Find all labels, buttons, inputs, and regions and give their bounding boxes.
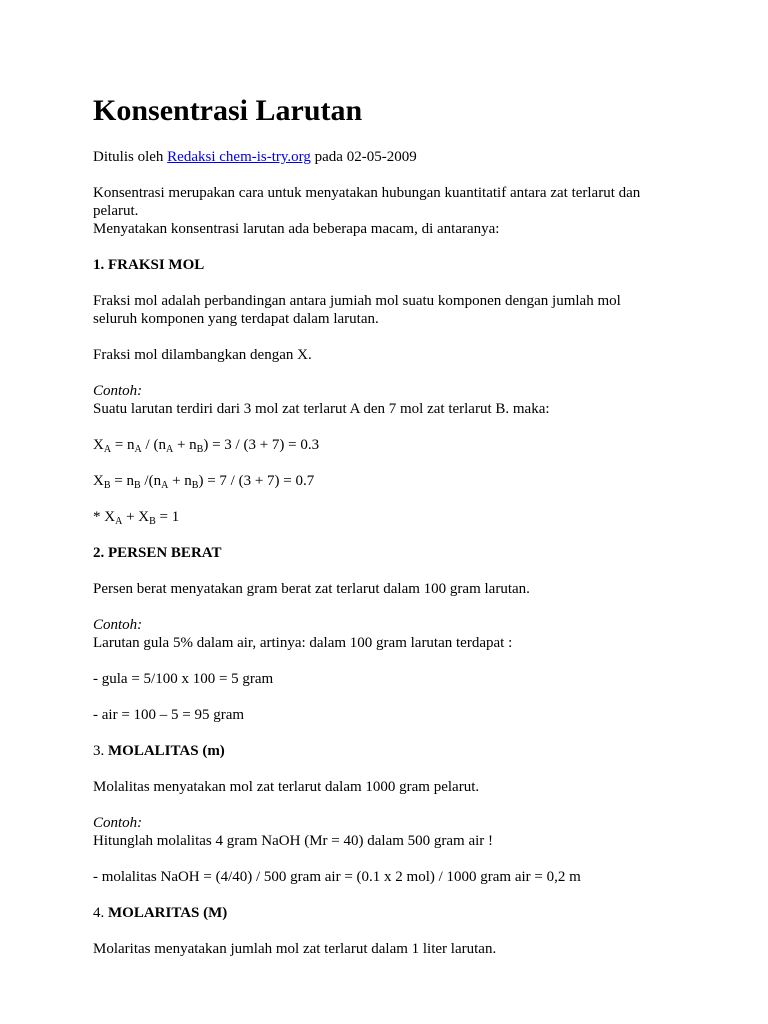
formula-term: X <box>93 473 104 489</box>
formula-term: X <box>93 437 104 453</box>
formula-term: = 1 <box>155 509 180 525</box>
section-2-calc-1: - gula = 5/100 x 100 = 5 gram <box>93 671 274 687</box>
section-3-example-text: Hitunglah molalitas 4 gram NaOH (Mr = 40) dalam 500 gram air ! <box>93 833 494 849</box>
formula-term: + n <box>173 437 197 453</box>
section-3-para-1: Molalitas menyatakan mol zat terlarut dalam 1000 gram pelarut. <box>93 779 480 795</box>
section-2-example-label <box>93 616 142 634</box>
section-2-para-1: Persen berat menyatakan gram berat zat terlarut dalam 100 gram larutan. <box>93 581 530 597</box>
section-2-heading <box>93 544 222 562</box>
intro-line-1: Konsentrasi merupakan cara untuk menyatakan hubungan kuantitatif antara zat terlarut dan <box>93 185 641 201</box>
subscript: B <box>149 516 156 527</box>
subscript: A <box>161 480 169 491</box>
formula-term: ) = 3 / (3 + 7) = 0.3 <box>203 437 320 453</box>
section-4-number: 4. <box>93 905 105 921</box>
section-3-heading-text: MOLALITAS (m) <box>108 743 225 759</box>
section-3-number: 3. <box>93 743 105 759</box>
formula-xa <box>93 436 319 454</box>
author-link[interactable]: Redaksi chem-is-try.org <box>167 149 311 165</box>
section-1-para-1-line-1: Fraksi mol adalah perbandingan antara jumiah mol suatu komponen dengan jumlah mol <box>93 293 621 309</box>
section-3-example-label <box>93 814 142 832</box>
section-2-heading-text: 2. PERSEN BERAT <box>93 545 222 561</box>
intro-line-2: pelarut. <box>93 203 139 219</box>
section-1-heading <box>93 256 204 274</box>
section-4-para-1: Molaritas menyatakan jumlah mol zat terlarut dalam 1 liter larutan. <box>93 941 497 957</box>
section-4-heading-text: MOLARITAS (M) <box>108 905 228 921</box>
byline-mid: pada <box>314 149 343 165</box>
subscript: B <box>133 480 141 491</box>
example-label-text: Contoh: <box>93 815 143 831</box>
section-1-para-2: Fraksi mol dilambangkan dengan X. <box>93 347 312 363</box>
subscript: A <box>134 444 142 455</box>
section-1-example-text: Suatu larutan terdiri dari 3 mol zat terlarut A den 7 mol zat terlarut B. maka: <box>93 401 550 417</box>
subscript: A <box>115 516 123 527</box>
subscript: A <box>103 444 112 455</box>
section-3-calc-1: - molalitas NaOH = (4/40) / 500 gram air = (0.1 x 2 mol) / 1000 gram air = 0,2 m <box>93 869 581 885</box>
intro-line-3: Menyatakan konsentrasi larutan ada beberapa macam, di antaranya: <box>93 221 500 237</box>
formula-term: + X <box>122 509 150 525</box>
section-4-heading <box>93 904 227 922</box>
example-label-text: Contoh: <box>93 383 143 399</box>
page-title: Konsentrasi Larutan <box>93 94 363 127</box>
section-2-calc-2: - air = 100 – 5 = 95 gram <box>93 707 245 723</box>
formula-term: / (n <box>141 437 166 453</box>
formula-term: = n <box>111 437 135 453</box>
byline-date: 02-05-2009 <box>346 149 417 165</box>
subscript: B <box>103 480 111 491</box>
section-3-heading <box>93 742 225 760</box>
formula-term: /(n <box>140 473 162 489</box>
section-2-example-text: Larutan gula 5% dalam air, artinya: dalam 100 gram larutan terdapat : <box>93 635 513 651</box>
formula-xb <box>93 472 314 490</box>
section-1-example-label <box>93 382 142 400</box>
formula-sum <box>93 508 179 526</box>
section-1-para-1-line-2: seluruh komponen yang terdapat dalam larutan. <box>93 311 379 327</box>
formula-term: * X <box>93 509 116 525</box>
formula-term: + n <box>168 473 192 489</box>
formula-term: ) = 7 / (3 + 7) = 0.7 <box>198 473 315 489</box>
byline <box>93 148 417 166</box>
subscript: B <box>191 480 199 491</box>
subscript: A <box>165 444 174 455</box>
formula-term: = n <box>110 473 134 489</box>
byline-prefix: Ditulis oleh <box>93 149 164 165</box>
section-1-heading-text: 1. FRAKSI MOL <box>93 257 205 273</box>
example-label-text: Contoh: <box>93 617 143 633</box>
subscript: B <box>196 444 204 455</box>
